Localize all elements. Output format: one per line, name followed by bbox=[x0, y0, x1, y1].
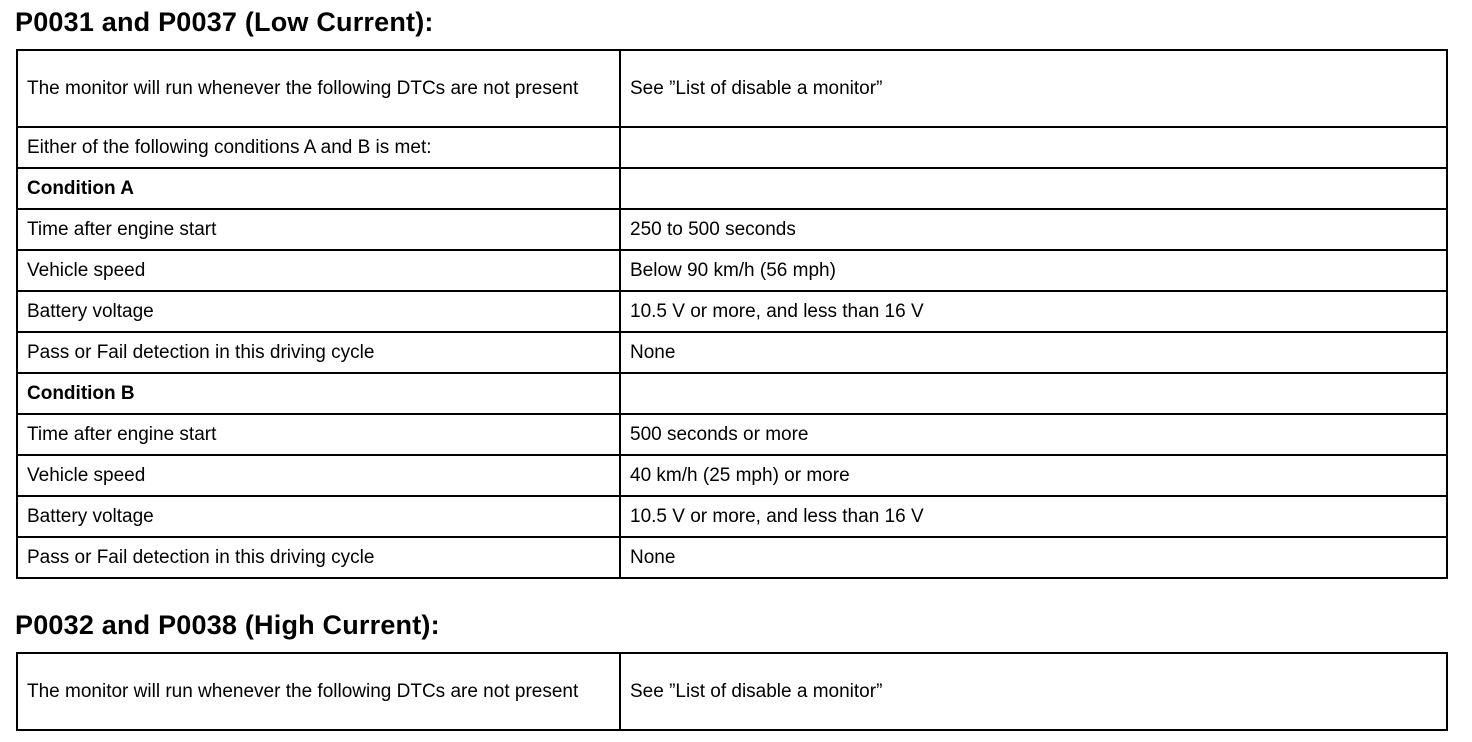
condition-value: 10.5 V or more, and less than 16 V bbox=[620, 496, 1447, 537]
condition-value bbox=[620, 168, 1447, 209]
condition-value: See ”List of disable a monitor” bbox=[620, 653, 1447, 730]
condition-label: Battery voltage bbox=[17, 291, 620, 332]
condition-label: Battery voltage bbox=[17, 496, 620, 537]
table-row bbox=[17, 653, 1447, 730]
condition-label: Vehicle speed bbox=[17, 250, 620, 291]
condition-value: None bbox=[620, 537, 1447, 578]
table-row bbox=[17, 168, 1447, 209]
table-row bbox=[17, 537, 1447, 578]
condition-value: See ”List of disable a monitor” bbox=[620, 50, 1447, 127]
condition-group-label: Condition B bbox=[17, 373, 620, 414]
section-heading-low-current: P0031 and P0037 (Low Current): bbox=[15, 7, 434, 37]
table-row bbox=[17, 50, 1447, 127]
high-current-conditions-table bbox=[16, 652, 1448, 731]
condition-label: Pass or Fail detection in this driving cycle bbox=[17, 332, 620, 373]
section-heading-high-current: P0032 and P0038 (High Current): bbox=[15, 610, 440, 640]
condition-label: Time after engine start bbox=[17, 414, 620, 455]
table-row bbox=[17, 127, 1447, 168]
condition-value: 40 km/h (25 mph) or more bbox=[620, 455, 1447, 496]
table-row bbox=[17, 209, 1447, 250]
condition-label: Vehicle speed bbox=[17, 455, 620, 496]
condition-value: 10.5 V or more, and less than 16 V bbox=[620, 291, 1447, 332]
condition-value bbox=[620, 127, 1447, 168]
condition-value: Below 90 km/h (56 mph) bbox=[620, 250, 1447, 291]
low-current-conditions-table bbox=[16, 49, 1448, 579]
table-row bbox=[17, 332, 1447, 373]
condition-value bbox=[620, 373, 1447, 414]
table-row bbox=[17, 291, 1447, 332]
table-row bbox=[17, 250, 1447, 291]
condition-label: Either of the following conditions A and B is met: bbox=[17, 127, 620, 168]
condition-label: The monitor will run whenever the following DTCs are not present bbox=[17, 653, 620, 730]
table-row bbox=[17, 455, 1447, 496]
condition-label: The monitor will run whenever the following DTCs are not present bbox=[17, 50, 620, 127]
table-row bbox=[17, 496, 1447, 537]
condition-value: None bbox=[620, 332, 1447, 373]
condition-label: Time after engine start bbox=[17, 209, 620, 250]
condition-value: 250 to 500 seconds bbox=[620, 209, 1447, 250]
condition-value: 500 seconds or more bbox=[620, 414, 1447, 455]
table-row bbox=[17, 373, 1447, 414]
condition-label: Pass or Fail detection in this driving cycle bbox=[17, 537, 620, 578]
table-row bbox=[17, 414, 1447, 455]
condition-group-label: Condition A bbox=[17, 168, 620, 209]
